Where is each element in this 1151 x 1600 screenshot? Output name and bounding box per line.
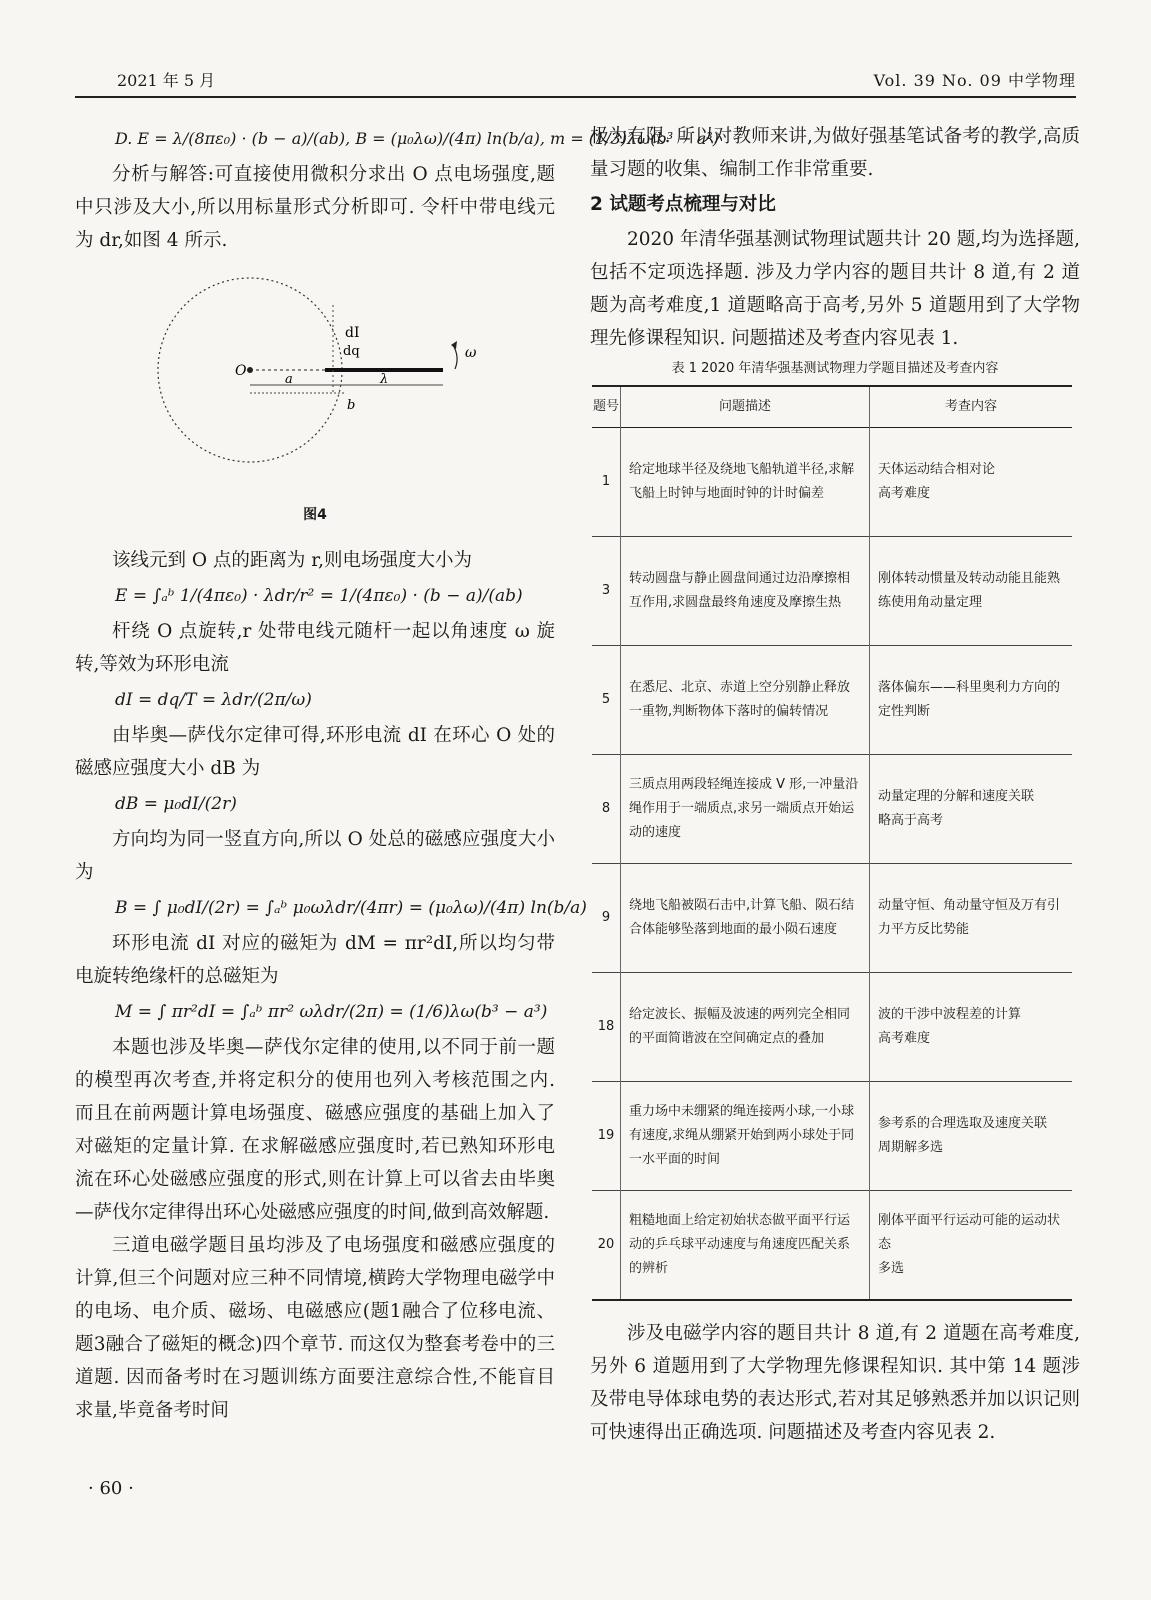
formula-M: M = ∫ πr²dI = ∫ₐᵇ πr² ωλdr/(2π) = (1/6)λω(b³ − a³): [115, 1002, 548, 1022]
electromagnetism-paragraph: 涉及电磁学内容的题目共计 8 道,有 2 道题在高考难度,另外 6 道题用到了大学物理先修课程知识. 其中第 14 题涉及带电导体球电势的表达形式,若对其足够熟悉并加以识记则可快速得出正确选项. 问题描述及考查内容见表 2.: [590, 1322, 1080, 1443]
row-content: 参考系的合理选取及速度关联 周期解多选: [870, 1082, 1073, 1191]
issue-date: 2021 年 5 月: [117, 71, 216, 90]
right-column: [590, 120, 1080, 1449]
header-description: 问题描述: [621, 386, 870, 428]
table-row: [592, 1082, 1072, 1191]
overview-paragraph: 2020 年清华强基测试物理试题共计 20 题,均为选择题,包括不定项选择题. 涉及力学内容的题目共计 8 道,有 2 道题为高考难度,1 道题略高于高考,另外 5 道题用到了大学物理先修课程知识. 问题描述及考查内容见表 1.: [590, 229, 1080, 349]
table-row: [592, 755, 1072, 864]
row-description: 三质点用两段轻绳连接成 V 形,一冲量沿绳作用于一端质点,求另一端质点开始运动的速度: [621, 755, 870, 864]
distance-paragraph: 该线元到 O 点的距离为 r,则电场强度大小为: [112, 550, 473, 571]
formula-dI: dI = dq/T = λdr/(2π/ω): [115, 690, 312, 710]
row-content: 天体运动结合相对论 高考难度: [870, 428, 1073, 537]
section-heading: 2 试题考点梳理与对比: [590, 194, 776, 215]
magnetic-moment-paragraph: 环形电流 dI 对应的磁矩为 dM = πr²dI,所以均匀带电旋转绝缘杆的总磁矩为: [75, 933, 555, 987]
summary-paragraph: 三道电磁学题目虽均涉及了电场强度和磁感应强度的计算,但三个问题对应三种不同情境,横跨大学物理电磁学中的电场、电介质、磁场、电磁感应(题1融合了位移电流、题3融合了磁矩的概念)四个章节. 而这仅为整套考卷中的三道题. 因而备考时在习题训练方面要注意综合性,不能盲目求量,毕竟备考时间: [75, 1235, 555, 1421]
row-number: 1: [601, 474, 611, 489]
formula-B: B = ∫ μ₀dI/(2r) = ∫ₐᵇ μ₀ωλdr/(4πr) = (μ₀λω)/(4π) ln(b/a): [115, 898, 587, 918]
analysis-paragraph: 分析与解答:可直接使用微积分求出 O 点电场强度,题中只涉及大小,所以用标量形式分析即可. 令杆中带电线元为 dr,如图 4 所示.: [75, 164, 555, 251]
option-d: D. E = λ/(8πε₀) · (b − a)/(ab), B = (μ₀λω)/(4π) ln(b/a), m = (1/3)λω(b³ − a³): [115, 129, 719, 148]
row-description: 粗糙地面上给定初始状态做平面平行运动的乒乓球平动速度与角速度匹配关系的辨析: [621, 1191, 870, 1300]
row-number: 20: [597, 1236, 615, 1252]
row-content: 刚体平面平行运动可能的运动状态 多选: [870, 1191, 1073, 1300]
row-description: 转动圆盘与静止圆盘间通过边沿摩擦相互作用,求圆盘最终角速度及摩擦生热: [621, 537, 870, 646]
table-row: [592, 646, 1072, 755]
row-description: 给定波长、振幅及波速的两列完全相同的平面简谐波在空间确定点的叠加: [621, 973, 870, 1082]
row-description: 给定地球半径及绕地飞船轨道半径,求解飞船上时钟与地面时钟的计时偏差: [621, 428, 870, 537]
row-content: 动量定理的分解和速度关联 略高于高考: [870, 755, 1073, 864]
omega-arrow: [453, 345, 457, 369]
row-content: 动量守恒、角动量守恒及万有引力平方反比势能: [870, 864, 1073, 973]
rotation-paragraph: 杆绕 O 点旋转,r 处带电线元随杆一起以角速度 ω 旋转,等效为环形电流: [75, 621, 555, 675]
row-content: 波的干涉中波程差的计算 高考难度: [870, 973, 1073, 1082]
biot-savart-paragraph: 由毕奥—萨伐尔定律可得,环形电流 dI 在环心 O 处的磁感应强度大小 dB 为: [75, 725, 555, 779]
row-description: 重力场中未绷紧的绳连接两小球,一小球有速度,求绳从绷紧开始到两小球处于同一水平面的时间: [621, 1082, 870, 1191]
row-number: 9: [601, 910, 611, 925]
row-number: 5: [601, 692, 611, 707]
row-number: 18: [597, 1019, 615, 1034]
label-omega: ω: [465, 345, 477, 361]
table-row: [592, 973, 1072, 1082]
table-row: [592, 864, 1072, 973]
header-content: 考查内容: [870, 386, 1073, 428]
row-description: 在悉尼、北京、赤道上空分别静止释放一重物,判断物体下落时的偏转情况: [621, 646, 870, 755]
table-caption: 表 1 2020 年清华强基测试物理力学题目描述及考查内容: [671, 361, 999, 376]
header-number: 题号: [593, 399, 620, 414]
formula-dB: dB = μ₀dI/(2r): [115, 794, 237, 814]
row-number: 8: [601, 801, 611, 816]
formula-E: E = ∫ₐᵇ 1/(4πε₀) · λdr/r² = 1/(4πε₀) · (b − a)/(ab): [115, 586, 523, 606]
row-description: 绕地飞船被陨石击中,计算飞船、陨石结合体能够坠落到地面的最小陨石速度: [621, 864, 870, 973]
label-a: a: [285, 372, 293, 387]
page-header: [75, 62, 1076, 98]
figure-caption: 图4: [303, 507, 327, 523]
row-number: 3: [601, 583, 611, 598]
rotating-rod-diagram: [75, 275, 555, 485]
label-b: b: [347, 398, 356, 413]
page-number: · 60 ·: [88, 1478, 134, 1499]
label-lambda: λ: [380, 372, 389, 387]
label-O: O: [235, 363, 247, 379]
row-number: 19: [597, 1128, 615, 1143]
continued-paragraph: 极为有限. 所以对教师来讲,为做好强基笔试备考的教学,高质量习题的收集、编制工作非常重要.: [590, 126, 1080, 180]
row-content: 落体偏东——科里奥利力方向的定性判断: [870, 646, 1073, 755]
mechanics-table: [592, 385, 1072, 1301]
table-row: [592, 537, 1072, 646]
direction-paragraph: 方向均为同一竖直方向,所以 O 处总的磁感应强度大小为: [75, 829, 555, 883]
row-content: 刚体转动惯量及转动动能且能熟练使用角动量定理: [870, 537, 1073, 646]
table-row: [592, 1191, 1072, 1300]
label-dq: dq: [343, 344, 360, 359]
discussion-paragraph: 本题也涉及毕奥—萨伐尔定律的使用,以不同于前一题的模型再次考查,并将定积分的使用也列入考核范围之内. 而且在前两题计算电场强度、磁感应强度的基础上加入了对磁矩的定量计算. 在求解磁感应强度时,若已熟知环形电流在环心处磁感应强度的形式,则在计算上可以省去由毕奥—萨伐尔定律得出环心处磁感应强度的时间,做到高效解题.: [75, 1037, 555, 1223]
table-row: [592, 428, 1072, 537]
label-dI: dI: [345, 325, 360, 341]
figure-4: [75, 275, 555, 495]
journal-volume: Vol. 39 No. 09 中学物理: [873, 71, 1076, 90]
